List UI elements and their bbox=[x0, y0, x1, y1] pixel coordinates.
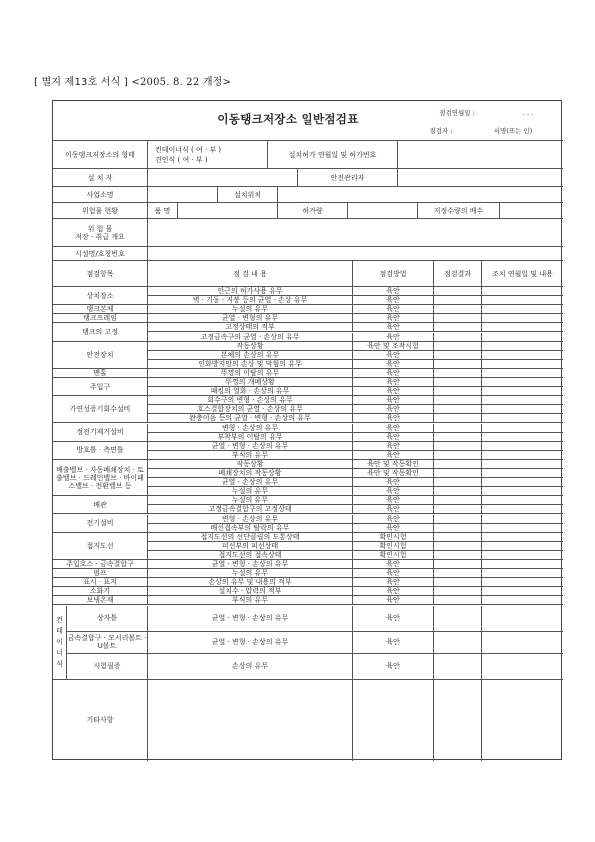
inspection-action-field[interactable] bbox=[482, 378, 563, 387]
inspection-method: 육안 bbox=[353, 451, 434, 460]
inspection-method: 확인시험 bbox=[353, 551, 434, 560]
inspection-content: 고정상태의 적부 bbox=[148, 323, 353, 332]
inspection-content: 변형 · 손상의 유무 bbox=[148, 424, 353, 433]
inspection-method: 육안 bbox=[353, 387, 434, 396]
inspection-action-field[interactable] bbox=[482, 469, 563, 478]
inspection-action-field[interactable] bbox=[482, 351, 563, 360]
inspection-action-field[interactable] bbox=[482, 487, 563, 496]
inspection-action-field[interactable] bbox=[482, 396, 563, 405]
inspection-method: 육안 bbox=[353, 305, 434, 314]
inspection-method: 육안 bbox=[353, 360, 434, 369]
inspection-result-field[interactable] bbox=[434, 333, 482, 342]
hazmat-name-field[interactable] bbox=[178, 203, 278, 219]
inspection-action-field[interactable] bbox=[482, 596, 563, 605]
inspection-item-1: 상치장소 bbox=[53, 287, 148, 305]
inspection-result-field[interactable] bbox=[434, 396, 482, 405]
inspection-result-field[interactable] bbox=[434, 314, 482, 323]
inspection-action-field[interactable] bbox=[482, 369, 563, 378]
column-header-result: 점검결과 bbox=[434, 261, 482, 287]
inspection-result-field[interactable] bbox=[434, 351, 482, 360]
inspection-content: 벽 · 기둥 · 지붕 등의 균열 · 손상 유무 bbox=[148, 296, 353, 305]
inspection-result-field[interactable] bbox=[434, 460, 482, 469]
inspection-method: 육안 bbox=[353, 396, 434, 405]
column-header-content: 점 검 내 용 bbox=[148, 261, 353, 287]
inspection-result-field[interactable] bbox=[434, 360, 482, 369]
inspection-action-field[interactable] bbox=[482, 342, 563, 351]
inspection-method: 육안 및 조작시험 bbox=[353, 342, 434, 351]
inspection-content: 부식의 유무 bbox=[148, 451, 353, 460]
inspection-method: 육안 bbox=[353, 424, 434, 433]
type-container-option[interactable]: 컨테이너식 ( 여 · 부 ) bbox=[155, 145, 222, 154]
inspection-method: 육안 bbox=[353, 578, 434, 587]
inspection-action-field[interactable] bbox=[482, 524, 563, 533]
inspection-content: 배선접속부의 탈락의 유무 bbox=[148, 524, 353, 533]
inspection-content: 누설의 유무 bbox=[148, 487, 353, 496]
inspection-method: 육안 bbox=[353, 333, 434, 342]
container-result-field[interactable] bbox=[434, 606, 482, 632]
inspection-content: 균열 · 변형 · 손상의 유무 bbox=[148, 560, 353, 569]
inspection-method: 육안 bbox=[353, 405, 434, 414]
inspection-result-field[interactable] bbox=[434, 424, 482, 433]
inspection-content: 고정금속구의 균열 · 손상의 유무 bbox=[148, 333, 353, 342]
container-item-1: 상자틀 bbox=[67, 606, 148, 632]
inspection-method: 육안 bbox=[353, 323, 434, 332]
container-result-field[interactable] bbox=[434, 654, 482, 680]
inspection-result-field[interactable] bbox=[434, 469, 482, 478]
inspection-method: 육안 bbox=[353, 296, 434, 305]
other-remarks-content[interactable] bbox=[148, 680, 353, 762]
inspection-content: 인화방지망의 손상 및 막힘의 유무 bbox=[148, 360, 353, 369]
inspection-item-5: 안전장치 bbox=[53, 342, 148, 369]
inspection-action-field[interactable] bbox=[482, 460, 563, 469]
inspection-result-field[interactable] bbox=[434, 414, 482, 423]
column-header-item: 점검항목 bbox=[53, 261, 148, 287]
inspection-content: 고정금속결합구의 고정상태 bbox=[148, 505, 353, 514]
inspection-method: 육안 bbox=[353, 369, 434, 378]
inspection-result-field[interactable] bbox=[434, 405, 482, 414]
permit-label: 설치허가 연월일 및 허가번호 bbox=[268, 141, 398, 169]
inspection-action-field[interactable] bbox=[482, 296, 563, 305]
container-content: 균열 · 변형 · 손상의 유무 bbox=[148, 606, 353, 632]
inspection-result-field[interactable] bbox=[434, 433, 482, 442]
inspection-item-7: 주입구 bbox=[53, 378, 148, 396]
inspection-method: 육안 bbox=[353, 596, 434, 605]
inspection-result-field[interactable] bbox=[434, 515, 482, 524]
inspection-content: 완충이음 등의 균열 · 변형 · 손상의 유무 bbox=[148, 414, 353, 423]
container-method: 육안 bbox=[353, 606, 434, 632]
inspection-content: 누설의 유무 bbox=[148, 305, 353, 314]
inspection-result-field[interactable] bbox=[434, 287, 482, 296]
other-remarks-result[interactable] bbox=[434, 680, 482, 762]
inspection-action-field[interactable] bbox=[482, 496, 563, 505]
inspection-method: 육안 bbox=[353, 351, 434, 360]
inspection-content: 회수구의 변형 · 손상의 유무 bbox=[148, 396, 353, 405]
inspection-method: 확인시험 bbox=[353, 533, 434, 542]
inspection-method: 육안 bbox=[353, 496, 434, 505]
inspection-action-field[interactable] bbox=[482, 551, 563, 560]
inspection-result-field[interactable] bbox=[434, 305, 482, 314]
inspection-action-field[interactable] bbox=[482, 424, 563, 433]
container-result-field[interactable] bbox=[434, 632, 482, 654]
inspection-content: 호스결합장치의 균열 · 손상의 유무 bbox=[148, 405, 353, 414]
inspection-content: 균열 · 손상의 유무 bbox=[148, 478, 353, 487]
inspection-action-field[interactable] bbox=[482, 287, 563, 296]
inspection-content: 뚜껑의 개폐상황 bbox=[148, 378, 353, 387]
inspection-method: 육안 bbox=[353, 314, 434, 323]
inspection-result-field[interactable] bbox=[434, 578, 482, 587]
location-label: 설치위치 bbox=[218, 187, 278, 203]
inspection-result-field[interactable] bbox=[434, 560, 482, 569]
inspection-content: 손상의 유무 및 내용의 적부 bbox=[148, 578, 353, 587]
inspection-action-field[interactable] bbox=[482, 515, 563, 524]
column-header-method: 점검방법 bbox=[353, 261, 434, 287]
safety-manager-field[interactable] bbox=[398, 169, 563, 187]
hazmat-overview-label bbox=[53, 219, 148, 247]
inspection-method: 육안 bbox=[353, 587, 434, 596]
other-remarks-label: 기타사항 bbox=[53, 680, 148, 762]
inspection-action-field[interactable] bbox=[482, 587, 563, 596]
inspection-content: 폐쇄장치의 작동상황 bbox=[148, 469, 353, 478]
inspection-method: 육안 bbox=[353, 569, 434, 578]
container-content: 균열 · 변형 · 손상의 유무 bbox=[148, 632, 353, 654]
form-reference bbox=[34, 73, 231, 88]
inspection-action-field[interactable] bbox=[482, 360, 563, 369]
form-revision-date: <2005. 8. 22 개정> bbox=[131, 77, 232, 88]
document-title: 이동탱크저장소 일반점검표 bbox=[217, 112, 359, 126]
inspection-item-19: 보냉온재 bbox=[53, 596, 148, 605]
inspection-content: 부착부의 이탈의 유무 bbox=[148, 433, 353, 442]
form-number: [ 별지 제13호 서식 ] bbox=[34, 77, 129, 88]
inspection-content: 누설의 유무 bbox=[148, 496, 353, 505]
inspection-action-field[interactable] bbox=[482, 542, 563, 551]
inspection-item-10: 방호틀 · 측면틀 bbox=[53, 442, 148, 460]
permitted-quantity-field[interactable] bbox=[348, 203, 418, 219]
inspection-item-13: 전기설비 bbox=[53, 515, 148, 533]
inspection-content: 균열 · 변형 · 손상의 유무 bbox=[148, 442, 353, 451]
designated-multiple-label: 지정수량의 배수 bbox=[418, 203, 500, 219]
inspection-result-field[interactable] bbox=[434, 551, 482, 560]
inspection-item-2: 탱크본체 bbox=[53, 305, 148, 314]
business-name-label: 사업소명 bbox=[53, 187, 148, 203]
inspection-item-6: 맨홀 bbox=[53, 369, 148, 378]
inspection-item-3: 탱크프레임 bbox=[53, 314, 148, 323]
inspection-method: 육안 bbox=[353, 560, 434, 569]
hazmat-overview-label-line-1: 위 험 물 bbox=[87, 224, 113, 233]
inspection-result-field[interactable] bbox=[434, 487, 482, 496]
inspection-result-field[interactable] bbox=[434, 387, 482, 396]
storage-type-label: 이동탱크저장소의 형태 bbox=[53, 141, 148, 169]
inspection-result-field[interactable] bbox=[434, 596, 482, 605]
installer-label: 설 치 자 bbox=[53, 169, 148, 187]
hazmat-overview-field[interactable] bbox=[148, 219, 563, 247]
inspection-result-field[interactable] bbox=[434, 378, 482, 387]
container-action-field[interactable] bbox=[482, 606, 563, 632]
hazmat-overview-label-line-2: 저장 · 취급 개요 bbox=[75, 232, 125, 241]
inspection-method: 육안 및 작동확인 bbox=[353, 460, 434, 469]
inspection-sheet bbox=[52, 100, 562, 760]
inspection-action-field[interactable] bbox=[482, 533, 563, 542]
inspection-method: 육안 bbox=[353, 515, 434, 524]
inspection-result-field[interactable] bbox=[434, 369, 482, 378]
inspection-result-field[interactable] bbox=[434, 587, 482, 596]
container-action-field[interactable] bbox=[482, 632, 563, 654]
container-item-2: 금속결합구 · 모서리볼트 · U볼트 bbox=[67, 632, 148, 654]
container-content: 손상의 유무 bbox=[148, 654, 353, 680]
inspection-result-field[interactable] bbox=[434, 569, 482, 578]
inspection-action-field[interactable] bbox=[482, 478, 563, 487]
inspection-result-field[interactable] bbox=[434, 505, 482, 514]
inspection-item-14: 접지도선 bbox=[53, 533, 148, 560]
inspection-action-field[interactable] bbox=[482, 451, 563, 460]
inspection-result-field[interactable] bbox=[434, 342, 482, 351]
inspection-item-11: 배출밸브 · 자동폐쇄장치 · 토출밸브 · 드레인밸브 · 바이패스밸브 · 전환밸브 등 bbox=[53, 460, 148, 496]
inspection-method: 육안 bbox=[353, 378, 434, 387]
inspection-action-field[interactable] bbox=[482, 323, 563, 332]
inspection-content: 균열 · 변형의 유무 bbox=[148, 314, 353, 323]
inspector-signature-field[interactable]: 서명(또는 인) bbox=[493, 127, 533, 135]
other-remarks-action[interactable] bbox=[482, 680, 563, 762]
inspection-result-field[interactable] bbox=[434, 496, 482, 505]
business-name-field[interactable] bbox=[148, 187, 218, 203]
inspection-item-9: 정전기제거설비 bbox=[53, 424, 148, 442]
inspection-action-field[interactable] bbox=[482, 433, 563, 442]
inspection-content: 패킹의 열화 · 손상의 유무 bbox=[148, 387, 353, 396]
inspection-action-field[interactable] bbox=[482, 305, 563, 314]
inspection-item-15: 주입호스 · 금속결합구 bbox=[53, 560, 148, 569]
inspector-label: 점검자 : bbox=[429, 127, 453, 135]
inspection-method: 확인시험 bbox=[353, 542, 434, 551]
inspection-content: 인근의 허가사용 유무 bbox=[148, 287, 353, 296]
other-remarks-method[interactable] bbox=[353, 680, 434, 762]
inspection-result-field[interactable] bbox=[434, 542, 482, 551]
inspection-content: 뚜껑의 이탈의 유무 bbox=[148, 369, 353, 378]
inspection-result-field[interactable] bbox=[434, 533, 482, 542]
facility-number-label: 시설명/호칭번호 bbox=[53, 247, 148, 261]
container-method: 육안 bbox=[353, 632, 434, 654]
inspection-method: 육안 bbox=[353, 487, 434, 496]
inspection-content: 부식의 유무 bbox=[148, 596, 353, 605]
inspection-content: 작동상황 bbox=[148, 460, 353, 469]
inspection-item-12: 배관 bbox=[53, 496, 148, 514]
inspection-action-field[interactable] bbox=[482, 414, 563, 423]
inspection-action-field[interactable] bbox=[482, 333, 563, 342]
inspection-item-17: 표시 · 표지 bbox=[53, 578, 148, 587]
inspection-content: 누설의 유무 bbox=[148, 569, 353, 578]
inspection-action-field[interactable] bbox=[482, 405, 563, 414]
inspection-item-18: 소화기 bbox=[53, 587, 148, 596]
inspection-method: 육안 bbox=[353, 524, 434, 533]
inspection-action-field[interactable] bbox=[482, 560, 563, 569]
inspection-date-label: 점검연월일 : bbox=[439, 109, 475, 117]
inspection-result-field[interactable] bbox=[434, 296, 482, 305]
container-action-field[interactable] bbox=[482, 654, 563, 680]
permitted-quantity-label: 허가량 bbox=[278, 203, 348, 219]
designated-multiple-field[interactable] bbox=[500, 203, 563, 219]
inspection-result-field[interactable] bbox=[434, 442, 482, 451]
type-towed-option[interactable]: 견인식 ( 여 · 부 ) bbox=[155, 155, 208, 164]
inspection-method: 육안 bbox=[353, 442, 434, 451]
inspection-content: 변형 · 손상의 유무 bbox=[148, 515, 353, 524]
inspection-method: 육안 bbox=[353, 505, 434, 514]
permit-field[interactable] bbox=[398, 141, 563, 169]
container-method: 육안 bbox=[353, 654, 434, 680]
inspection-action-field[interactable] bbox=[482, 442, 563, 451]
inspection-content: 피선부의 피선상태 bbox=[148, 542, 353, 551]
inspection-action-field[interactable] bbox=[482, 578, 563, 587]
inspection-date-field[interactable]: . . . bbox=[522, 109, 534, 117]
inspection-method: 육안 bbox=[353, 433, 434, 442]
inspection-item-16: 펌프 bbox=[53, 569, 148, 578]
inspection-content: 작동상황 bbox=[148, 342, 353, 351]
inspection-method: 육안 bbox=[353, 414, 434, 423]
hazmat-status-label: 위험물 현황 bbox=[53, 203, 148, 219]
inspection-content: 접지도선의 선단클립의 도통상태 bbox=[148, 533, 353, 542]
inspection-content: 설치수 · 압력의 적부 bbox=[148, 587, 353, 596]
installer-field[interactable] bbox=[148, 169, 298, 187]
inspection-content: 본체의 손상의 유무 bbox=[148, 351, 353, 360]
inspection-method: 육안 bbox=[353, 287, 434, 296]
safety-manager-label: 안전관리자 bbox=[298, 169, 398, 187]
inspection-action-field[interactable] bbox=[482, 569, 563, 578]
inspection-method: 육안 bbox=[353, 478, 434, 487]
facility-number-field[interactable] bbox=[148, 247, 563, 261]
location-field[interactable] bbox=[278, 187, 563, 203]
inspection-result-field[interactable] bbox=[434, 478, 482, 487]
inspection-action-field[interactable] bbox=[482, 505, 563, 514]
inspection-item-4: 탱크의 고정 bbox=[53, 323, 148, 341]
column-header-action: 조치 연월일 및 내용 bbox=[482, 261, 563, 287]
inspection-action-field[interactable] bbox=[482, 387, 563, 396]
hazmat-name-label: 품 명 bbox=[148, 203, 178, 219]
inspection-result-field[interactable] bbox=[434, 524, 482, 533]
inspection-result-field[interactable] bbox=[434, 451, 482, 460]
inspection-item-8: 가연성증기회수설비 bbox=[53, 396, 148, 423]
inspection-action-field[interactable] bbox=[482, 314, 563, 323]
inspection-result-field[interactable] bbox=[434, 323, 482, 332]
container-item-3: 시험필증 bbox=[67, 654, 148, 680]
container-type-label: 컨테이너식 bbox=[53, 606, 67, 680]
inspection-content: 접지도선의 접속상태 bbox=[148, 551, 353, 560]
inspection-method: 육안 및 작동확인 bbox=[353, 469, 434, 478]
